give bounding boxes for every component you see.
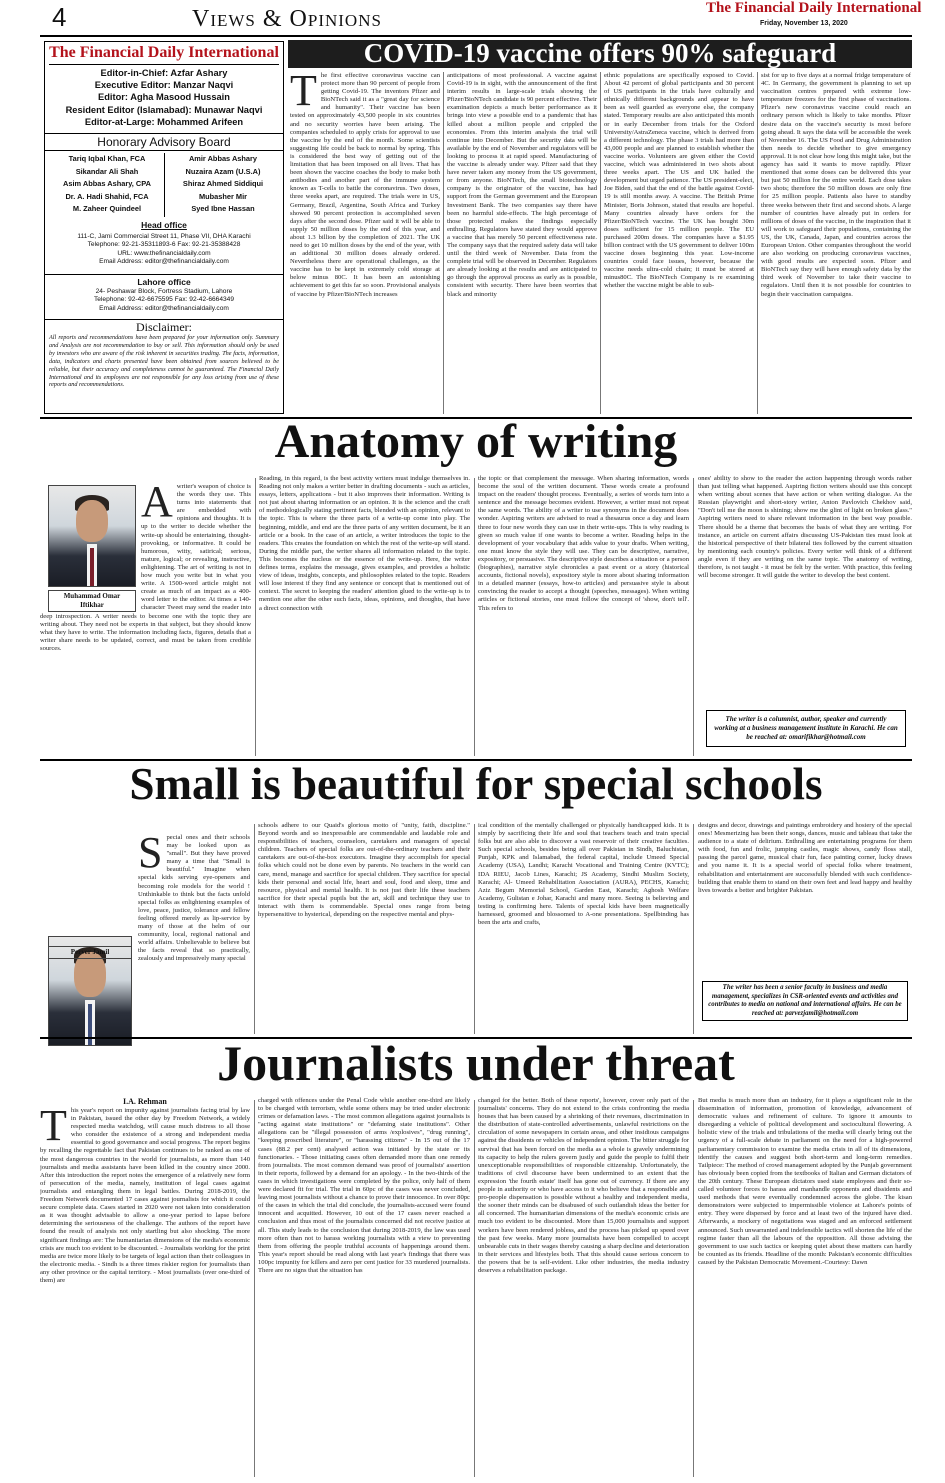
staff-line: Editor-at-Large: Mohammed Arifeen [84,116,244,127]
head-office-title: Head office [141,220,187,230]
masthead-title-rule [49,64,279,65]
covid-text: he first effective coronavirus vaccine can protect more than 90 percent of people from getting Covid-19. The inventors Pfizer and BioNTech said it as a "great day for science and humanity". Their vaccine has been tested on approximately 43,500 people in six countries and no security worries have been arising. The companies scheduled to apply crisis for approval to use the vaccine by the end of the month. Some scientists suggesting life could be back to normal by spring. This is considered the best way of getting out of the limitation that has been imposed on all lives. That has been shown the vaccine coaches the body to make both antibodies and another part of the immune system known as T-cells to battle the coronavirus. Two doses, three weeks apart, are required. The trials were in US, Germany, Brazil, Argentina, South Africa and Turkey showed 90 percent protection is accomplished seven days after the second dose. Pfizer said it will be able to supply 50 million doses by the end of this year, and about 1.3 billion by the completion of 2021. The UK need to get 10 million doses by the end of the year, with an additional 30 million doses already ordered. Nevertheless there are operational challenges, as the vaccine has to be kept in extremely cold storage at below minus 80C. It has been an astonishing achievement to get this far so soon. Provisional analysis of vaccine by Pfizer/BioNTech increases [290,72,440,298]
covid-col-3: ethnic populations are specifically exposed to Covid. About 42 percent of global participants and 30 percent of US participants in the trials have culturally and ethnically different backgrounds and appear to have been as well guarded as everyone else, the company stated. Temporary results are also anticipated this month or in early December from trials for the Oxford University/AstraZeneca vaccine, which is derived from a different technology. The phase 3 trials had more than 43,000 people and are planned to establish whether the vaccine works. Volunteers are given either the Covid vaccine, which was administered in two shots about three weeks apart. The US and UK hailed the development but urged patience. The US president-elect, Joe Biden, said that the end of the battle against Covid-19 is still months away. A vaccine. The British Prime Minister, Boris Johnson, stated that results are hopeful. Many countries already have orders for the Pfizer/BioNTech vaccine. The UK has bought 30m doses sufficient for 15 million people. The EU purchased 200m doses. The companies have a $1.95 billion contract with the US government to deliver 100m vaccine doses beginning this year. Low-income countries could face issues, however, because the vaccine needs ultra-cold chain; it must be stored at minus80C. The BioNTech Company is re examining whether the vaccine might be able to sub- [604,72,754,290]
special-col-2: schools adhere to our Quaid's glorious motto of "unity, faith, discipline." Beyond words and so inexpressible are commendable and laudable role and responsibilities of teachers, counselors, caretakers and managers of special children. Teachers of special folks are out-of-the-ordinary teachers and their caretakers are out-of-the-box executors. Imagine they accomplish for special folks which could not be done even by parents. No teachers in the world can care, mend, manage and sacrifice for special children. They sacrifice for special kids their personal and social life, heart and soul, food and sleep, time and resource, physical and mental health. It is not just their life these teachers sacrifice for their special pupils but the art, skill and technique they use to interact with them is commendable. Special ones range from being hypersensitive to hysterical, depending on the respective mental and phys- [258,822,470,919]
column-divider [443,72,444,414]
column-divider [474,1100,475,1477]
anatomy-col-1 [40,483,251,755]
journalists-byline: I.A. Rehman [123,1097,167,1106]
advisor-name: Dr. A. Hadi Shahid, FCA [65,191,149,201]
author-caption: Muhammad Omar Iftikhar [48,590,136,612]
column-divider [600,72,601,414]
journalists-col-4: But media is much more than an industry, for it plays a significant role in the dissemination of information, promotion of knowledge, advancement of democratic values and refinement of culture. To ignore it amounts to disregarding a vehicle of political development and sociocultural flowering. A holistic view of the trials and tribulations of the media will clearly bring out the urgency of a full-scale debate in parliament on the need for a high-powered parliamentary commission to examine the media crisis in all of its dimensions, identify the causes and suggest both short-term and long-term remedies. Tailpiece: The method of crowd management adopted by the Punjab government has obviously been copied from the textbooks of Italian and German dictators of the 20th century. These European dictators used state employees and their so-called volunteer forces to harass and manhandle opponents and dissidents and used methods that were eventually condemned across the globe. The kisan demonstrators were subjected to impermissible violence at Lahore's points of entry. They were dispersed by force and at least two of the injured have died. Afterwards, a mockery of negotiations was staged and an enforced settlement announced. Such unwarranted and indefensible tactics will shorten the life of the regime faster than all the labours of the opposition. All those advising the government to use such tactics or keeping quiet about these matters can hardly be counted as its friends. Headline of the month: Pakistan's economic difficulties caused by the Pakistan Democratic Movement.-Courtesy: Dawn [698,1097,912,1266]
disclaimer-text: All reports and recommendations have been prepared for your information only. Summary and Analysis are not recommendation to buy or sell. This information should only be used by investors who are aware of the risk inherent in securities trading. The facts, information, data, indicators and charts presented have been obtained from sources believed to be reliable, but their accuracy and completeness cannot be guaranteed. The Financial Daily International and its employees are not responsible for any loss arising from use of these reports and recommendations. [49,334,279,389]
covid-headline-bar [288,40,912,68]
author-caption: Perver Jamil [48,946,132,959]
journalists-col-3: changed for the better. Both of these reports', however, cover only part of the journalists' concerns. They do not extend to the crisis confronting the media houses that has been caused by a shrinking of their revenues, discrimination in the distribution of state-controlled advertisements, unlawful restrictions on the circulation of some newspapers in certain areas, and other insidious campaigns against the dissidents or vehicles of independent opinion. The bitter struggle for survival that has been forced on the media as a whole is gravely undermining its capacity to help the rulers govern justly and guide the people to fulfil their unexceptionable responsibilities of responsible citizenship. Unfortunately, the traditions of civil discourse have been undermined to an extent that the expression 'the fourth estate' itself has gone out of currency. If there are any people in authority or who have access to it who believe that a responsible and pro-people dispensation is possible without a healthy and independent media, the sooner their minds can be disabused of such outlandish ideas the better for all concerned. The humanitarian dimensions of the media's economic crisis are much too evident to be discounted. More than 15,000 journalists and support workers have been rendered jobless, and the process has picked up speed over the past few weeks. Many more journalists have been compelled to accept unbearable cuts in their wages thereby causing a sharp decline and deterioration in their services and lifestyles both. That this should cause serious concern to the powers that be is self-evident. Like other industries, the media industry deserves a rehabilitation package. [478,1097,689,1274]
special-col-3: ical condition of the mentally challenged or physically handicapped kids. It is simply by sacrificing their life and soul that teachers teach and train special folks but are also able to discover a vast reservoir of their creative faculties. Such special schools, besides being all over Pakistan in Sindh, Baluchistan, Punjab, KPK and Islamabad, the federal capital, include Umeed Special Academy (USA), Landhi; Karachi Vocational and Training Centre (KVTC); IDA RIEU, Jacob Lines, Karachi; JS Academy, Sindhi Muslim Society, Karachi; Al- Umeed Rehabilitation Association (AURA), PECHS, Karachi; Aziz Begum Memorial School, Garden East, Karachi; Aghosh Welfare Academy, Gulistan e Johar, Karachi and many more. Seeing is believing and testing is confirming here. Talents of special kids have been magnetically harnessed, groomed and blossomed to A-one presentations. Spellbinding has been the arts and crafts, [478,822,689,927]
staff-list [45,67,283,128]
disclaimer-title: Disclaimer: [45,319,283,335]
anatomy-text: writer's weapon of choice is the words they use. This turns into statements that are embedded with opinions and thoughts. It is up to the writer to decide whether the write-up should be entertaining, thought-provoking, or informative. It could be humorous, witty, satirical; serious, mature, logical; or revealing, instructive, enlightening. The art of writing is not in how much you write but in what you write. A 1500-word article might not create as much of an impact as a 400-word letter to the editor. At times a 140-character Tweet may send the reader into deep introspection. A writer needs to become one with the topic they are writing about. They need not be experts in that subject, but they should know what they have to write. The information including facts, figures, details that a writer share needs to be updated, correct, and must be taken from credible sources. [40,483,251,652]
column-divider [255,478,256,756]
advisor-name: Shiraz Ahmed Siddiqui [182,179,264,188]
column-divider [693,1100,694,1477]
staff-line: Editor: Agha Masood Hussain [98,92,230,103]
lahore-office-address [45,288,283,313]
page-header [0,0,945,36]
advisory-left [51,153,163,216]
advisor-name: Mubasher Mir [198,191,248,201]
anatomy-headline: Anatomy of writing [274,415,678,468]
special-text: pecial ones and their schools may be looked upon as "small". But they have proved many a time that "Small is beautiful." Imagine when special kids serving eye-openers and becoming role models for the world ! Unthinkable to think but the facts unfold special folks as enlightening examples of love, peace, justice, tolerance and fellow feeling offered merely as lip-service by many of those at the helm of our community, local, regional national and world affairs. Unbelievable to believe but the facts reveal that so practically, zealously and impressively many special [138,834,250,963]
advisor-name: Tariq Iqbal Khan, FCA [68,154,146,163]
special-col-1 [40,834,250,1034]
staff-line: Executive Editor: Manzar Naqvi [94,80,234,91]
staff-line: Editor-in-Chief: Azfar Ashary [100,68,228,78]
covid-col-2: anticipations of most professional. A vaccine against Covid-19 is in sight, with the announcement of the first interim results in large-scale trials showing the Pfizer/BioNTech candidate is 90 percent effective. Their examination depicts a much better performance as it brings into view a possible end to a pandemic that has killed about a million people and crippled the economies. From this interim analysis the trial will continue into December. But the security data will be available by the end of November and regulators will be looking to process it at rapid speed. Manufacturing of the vaccine is already under way. Pfizer said that they have never taken any money from the US government, or from anyone. BioNTech, the small biotechnology company is the originator of the vaccine, has had support from the German government and the European Investment Bank. The two companies say there have been no harmful side-effects. The high percentage of those protected makes the findings especially enthralling. Regulators have stated they would approve a vaccine that has merely 50 percent effectiveness rate. The company says that the required safety data will take until the third week of November. Data from the complete trial will be observed in December. Regulators are already looking at the results and are anticipated to go through the approval process as early as is possible, consistent with security. There have been worries that black and minority [447,72,597,298]
address-line: 111-C, Jami Commercial Street 11, Phase VII, DHA Karachi [77,233,251,240]
head-office-address [45,233,283,267]
special-col-4: designs and decor, drawings and paintings embroidery and hosiery of the special ones! Mesmerizing has been their songs, dances, music and tableau that take the audience to a state of delirium. Enthralling are entertaining programs for them with food, fun and frolic, jumping castles, magic shows, candy floss stall, passing the parcel game, musical chair fun, face painting corner, lucky draws and you name it. It is a special world of special folks where treatment, rehabilitation and entertainment are successfully blended with such confidence-building that enable them to stand on their own feet and lead happy and healthy lives towards a better and brighter Pakistan. [698,822,912,894]
column-divider [474,478,475,756]
column-divider [757,72,758,414]
advisor-name: Sikandar Ali Shah [75,166,139,176]
address-line: Email Address: editor@thefinancialdaily.com [99,258,229,266]
anatomy-col-3: the topic or that complement the message. When sharing information, words become the soul of the written document. These words create a profound impact on the readers' thought process. Eventually, a series of words turn into a sentence and the message becomes evident. However, a writer must not repeat the same words. The ability of a writer to use synonyms in the document does wonder. Aspiring writers are advised to read a thesaurus once a day and learn three to four new words they can use in their write-ups. This is why reading is given so much value if one wants to become a writer. Reading helps in the development of your vocabulary that adds value to your drafts. When writing, one must know the style they will use. They can be descriptive, narrative, expository, or persuasive. The descriptive style describes a situation or a person (biographies), narrative style chronicles a past event or a story (historical accounts, fictional novels), expository style is more about sharing information in a detailed manner (essays, how-to articles) and persuasive style is about convincing the reader to accept a thought (speeches, messages). When writing articles or fictional stories, one must follow the concept of 'show, don't tell'. This refers to [478,475,689,612]
page-number: 4 [52,2,67,32]
anatomy-dropcap: A [141,483,173,526]
address-line: Email Address: editor@thefinancialdaily.com [99,304,229,312]
header-rule [40,35,912,37]
address-line: URL: www.thefinancialdaily.com [117,249,211,257]
photo-wrap-spacer [40,483,141,612]
journalists-dropcap: T [40,1107,67,1150]
advisor-name: M. Zaheer Quindeel [72,204,142,213]
header-paper-name: The Financial Daily International [706,0,922,16]
advisory-title: Honorary Advisory Board [45,133,283,151]
advisory-divider [164,153,165,217]
covid-col-4: sist for up to five days at a normal fridge temperature of 4C. In Germany, the government is planning to set up vaccination centres prepared with extreme low-temperature freezers for the first phase of vaccinations. Pfizer's new coronavirus vaccine could reach an ordinary person which is likely to take months. Pfizer desire data on the vaccine's security is most before going ahead. It says the data will be accessible the week of November 16. The US Food and Drug Administration then needs to decide whether to give emergency approval. It is not clear how long this might take, but the agency has said it wants to move rapidly. Pfizer mentioned that some doses can be delivered this year but just 50 million for the entire world. Each dose takes two shots; therefore the 50 million doses are only fine for 25 million people. Patients also have to standby three weeks between their first and second shots. A large number of countries have already put in orders for millions of doses of the vaccine, in the inspiration that it will work to safeguard their populations, containing the US, the UK, Canada, Japan, and countries across the European Union. Other companies throughout the world are also working on producing coronavirus vaccines, with good results are expected soon. Pfizer and BioNTech say they will have enough safety data by the third week of November to take their vaccine to regulators. Until then it is not possible for countries to begin their vaccination campaigns. [761,72,911,298]
journalists-col-2: charged with offences under the Penal Code while another one-third are likely to be charged with terrorism, while some others may be tried under electronic crimes or defamation laws. - The most common allegations against journalists is "acting against state institutions" or "defaming state institutions". Other allegations can be "illegal possession of arms /explosives", "drug running", "keeping proscribed literature", or "harassing citizens" - In 15 out of the 17 cases (88.2 per cent) analysed action was initiated by the state or its functionaries. - Those initiating cases often demanded more than one remedy from journalists. The most common demand was proof of journalists' assertion in their reports, followed by a demand for an apology. - In the two-thirds of the cases in which investigations were completed by the police, only half of them were declared fit for trial. The trial in 60pc of the cases was never concluded, leaving most journalists without a chance to prove their innocence. In over 80pc of the cases in which the trial did conclude, the journalists-accused were found innocent and acquitted. However, 10 out of the 17 cases never reached a conclusion and thus most of the journalists concerned did not receive justice at all. This study leads to the conclusion that during 2018-2019, the law was used more often than not to harass working journalists with a view to preventing them from offering the people truthful accounts of happenings around them. This year's report should be read along with last year's findings that there was 100pc impunity for killers and zero per cent justice for 33 murdered journalists. There are no signs that the situation has [258,1097,470,1274]
author-note: The writer is a columnist, author, speaker and currently working at a business management institute in Karachi. He can be reached at: omarifikhar@hotmail.com [706,710,906,747]
column-divider [254,1100,255,1477]
advisor-name: Amir Abbas Ashary [188,154,258,163]
masthead-title: The Financial Daily International [49,44,279,61]
journalists-col-1 [40,1107,250,1477]
special-headline: Small is beautiful for special schools [129,759,823,809]
advisor-name: Nuzaira Azam (U.S.A) [185,166,261,176]
journalists-text: his year's report on impunity against journalists facing trial by law in Pakistan, issued the other day by Freedom Network, a widely respected media watchdog, will cause much distress to all those who consider the existence of a strong and independent media essential to good governance and social progress. The report begins by recalling the regrettable fact that Pakistan continues to be ranked as one of the most dangerous countries in the world for journalists, as more than 140 journalists and media assistants have been killed in the country since 2000. After this introduction the report notes the emergence of a relatively new form of persecution of the media, namely, institution of legal cases against journalists and entangling them in legal battles. During 2018-2019, the Freedom Network documented 17 cases against journalists for which it could secure complete data. Cases started in 2020 were not taken into consideration as it was thought advisable to allow a one-year period to lapse before determining the seriousness of the challenge. The authors of the report have found the result of analysis not only startling but also shocking. The more significant findings are: The humanitarian dimensions of the media's economic crisis are much too evident to be discounted. - Journalists working for the print media are twice more likely to be targets of legal action than their colleagues in the electronic media. - Sindh is a three times riskier region for journalists than any other province or the capital territory. - Most journalists (over one-third of them) are [40,1107,250,1284]
address-line: 24- Peshawar Block, Fortress Stadium, Lahore [95,288,233,295]
covid-col-1 [290,72,440,414]
covid-dropcap: T [290,72,317,115]
column-divider [254,824,255,1034]
author-note: The writer has been a senior faculty in business and media management, specializes in CSR-oriented events and activities and contributes to media on national and international affairs. He can be reached at: parvezjamil@hotmail.com [702,981,908,1021]
header-date: Friday, November 13, 2020 [760,20,848,27]
advisor-name: Syed Ibne Hassan [191,204,255,213]
advisor-name: Asim Abbas Ashary, CPA [63,179,151,188]
covid-headline: COVID-19 vaccine offers 90% safeguard [363,38,837,68]
photo-wrap-spacer [40,834,138,967]
column-divider [693,824,694,1034]
address-line: Telephone: 92-21-35311893-6 Fax: 92-21-35388428 [87,241,241,249]
staff-line: Resident Editor (Islamabad): Munawar Naqvi [65,104,263,115]
advisory-right [167,153,279,216]
lahore-office-title: Lahore office [45,274,283,287]
special-dropcap: S [138,834,163,877]
anatomy-col-2: Reading, in this regard, is the best activity writers must indulge themselves in. Reading not only makes a writer better in drafting documents - such as articles, essays, letters, applications - but it also improves their information. Writing is not just about sharing information or an opinion. It is the science and the craft of methodologically stating pertinent facts, blended with an opinion, relevant to the topic. This is where the three parts of a write-up come into play. The beginning, middle, and end are the three parts of any written document, be it an article or a book. In the case of an article, a writer introduces the topic to the readers. This creates the foundation on which the rest of the write-up will stand. During the middle part, the writer shares all information related to the topic. This becomes the nucleus or the essence of the write-up. Here, the writer defines terms, explains the message, gives examples, and provides a holistic view of ideas, insights, concepts, and philosophies related to the topic. Readers will lose interest if they find any sentence or concept that is mentioned out of context. The secret to keeping the readers' attention glued to the write-up is to mention one after the other such facts, ideas, opinions, and thoughts, that have a direct connection with [259,475,470,612]
address-line: Telephone: 92-42-6675595 Fax: 92-42-6664349 [93,296,235,304]
section-title: Views & Opinions [192,6,382,32]
masthead-box [44,41,284,414]
column-divider [693,478,694,756]
journalists-headline: Journalists under threat [217,1035,735,1091]
anatomy-col-4: ones' ability to show to the reader the action happening through words rather than just telling what happened. Aspiring fiction writers should use this concept when writing about scenes that have action or when writing dialogue. As the Russian playwright and short-story writer, Anton Pavlovich Chekhov said, "Don't tell me the moon is shining; show me the glint of light on broken glass." Aspiring writers need to share relevant information in the best way possible. There should be a theme that becomes the basis of what they are writing. For instance, an article on current affairs discussing US-Pakistan ties must look at the historical perspective of their bilateral ties followed by the current situation by mentioning each country's policies. Every writer will think of a different angle even if they are writing on the same topic. The anatomy of writing, therefore, is not taught - it must be felt by the writer. With practice, this feeling will become stronger. It will guide the writer to develop the best content. [698,475,912,580]
column-divider [474,824,475,1034]
